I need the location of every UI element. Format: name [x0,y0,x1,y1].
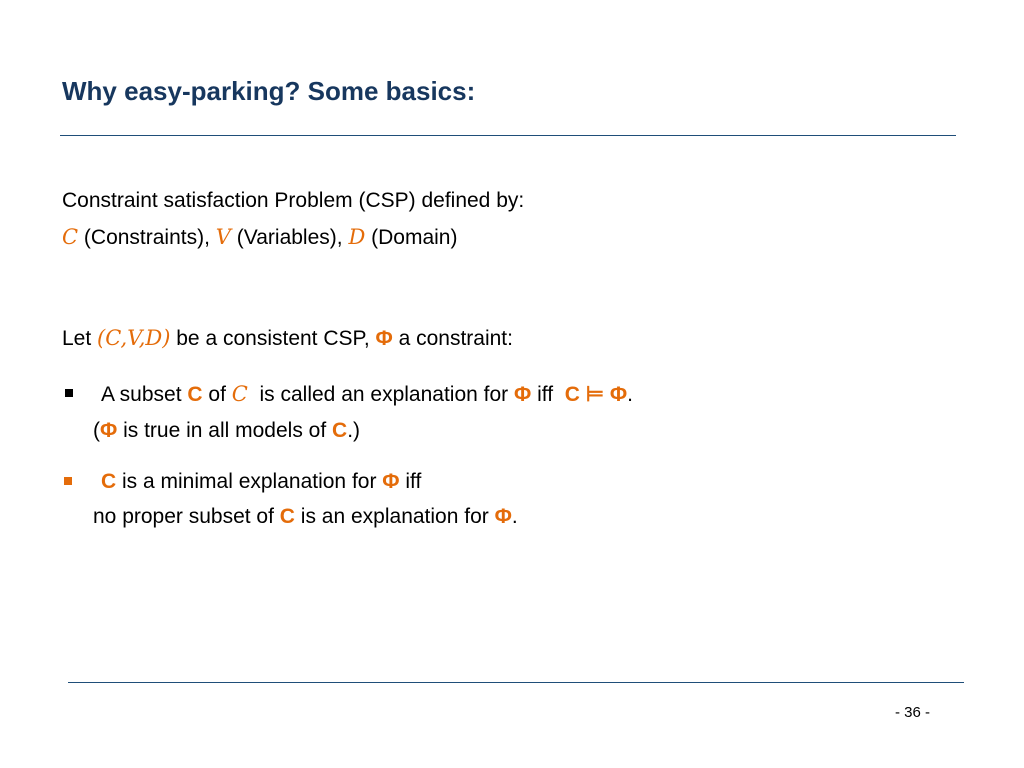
bullet-text: of [202,383,232,406]
bullet-2-line-2 [93,504,518,530]
bullet-text: A subset [101,383,188,406]
phi-symbol: Φ [100,419,118,442]
phi-symbol: Φ [609,383,628,406]
bullet-1-line-1 [101,381,633,408]
phi-symbol: Φ [375,327,393,350]
subset-c-symbol: C [279,505,295,528]
bullet-text: iff [531,383,565,406]
bullet-text: iff [399,470,422,493]
bullet-text: is true in all models of [117,419,333,442]
footer-divider [68,682,964,683]
subset-c-symbol: C [101,470,117,493]
let-line [62,325,513,352]
bullet-text: is a minimal explanation for [116,470,383,493]
bullet-text: ( [93,419,100,442]
consistent-text: be a consistent CSP, [170,327,376,350]
subset-c-symbol: C [187,383,203,406]
csp-tuple: (C,V,D) [97,326,171,350]
bullet-text: .) [347,419,361,442]
let-text: Let [62,327,98,350]
bullet-text: . [511,505,518,528]
bullet-marker [65,389,73,397]
intro-line-1: Constraint satisfaction Problem (CSP) defined by: [62,189,525,212]
title-divider [60,135,956,136]
variables-label: (Variables), [230,226,349,249]
bullet-2-line-1 [101,469,421,495]
bullet-text: no proper subset of [93,505,280,528]
bullet-text: is called an explanation for [247,383,514,406]
phi-symbol: Φ [494,505,512,528]
subset-c-symbol: C [564,383,580,406]
constraints-symbol: C [62,225,79,249]
constraint-text: a constraint: [392,327,513,350]
domain-symbol: D [348,225,366,249]
variables-symbol: V [215,225,231,249]
domain-label: (Domain) [365,226,458,249]
bullet-text: is an explanation for [294,505,495,528]
bullet-marker [64,477,72,485]
phi-symbol: Φ [514,383,532,406]
slide-title: Why easy-parking? Some basics: [62,76,476,106]
entails-symbol: ⊨ [579,383,610,406]
bullet-1-line-2 [93,418,360,444]
bullet-text: . [627,383,633,406]
page-number: - 36 - [895,704,931,721]
phi-symbol: Φ [382,470,400,493]
constraints-symbol: C [231,382,248,406]
constraints-label: (Constraints), [78,226,216,249]
subset-c-symbol: C [332,419,348,442]
intro-line-2 [62,224,457,251]
